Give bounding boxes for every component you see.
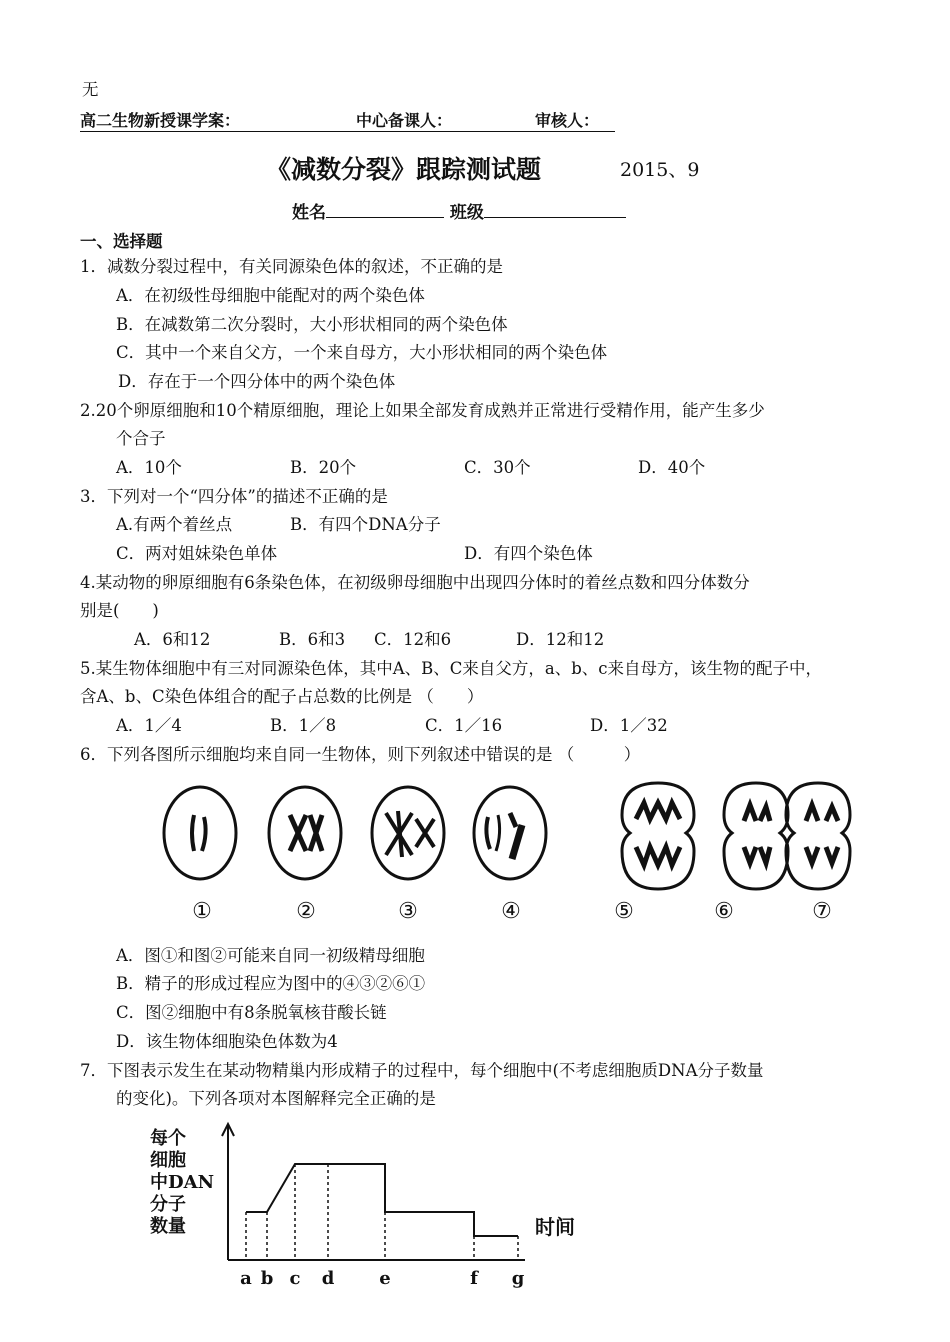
q1-option-c: C．其中一个来自父方，一个来自母方，大小形状相同的两个染色体 — [116, 343, 608, 362]
q1-option-a: A．在初级性母细胞中能配对的两个染色体 — [116, 286, 425, 305]
q5-option-c: C．1／16 — [425, 716, 503, 735]
dna-level-line — [246, 1164, 518, 1236]
cell-label-2: ② — [296, 899, 316, 924]
cell-label-5: ⑤ — [614, 899, 634, 924]
test-date: 2015、9 — [620, 159, 700, 181]
x-tick-label-f: f — [470, 1268, 478, 1289]
q3-option-d: D．有四个染色体 — [464, 544, 593, 563]
q3-option-b: B．有四个DNA分子 — [290, 515, 441, 534]
q2-stem-line2: 个合子 — [116, 429, 166, 448]
x-tick-label-e: e — [379, 1268, 391, 1289]
y-axis-label-line: 细胞 — [150, 1150, 186, 1171]
q5-option-a: A．1／4 — [116, 716, 182, 735]
q6-option-d: D．该生物体细胞染色体数为4 — [116, 1032, 338, 1051]
header-plan-label: 高二生物新授课学案： — [80, 111, 241, 130]
y-axis-label-line: 分子 — [150, 1194, 186, 1215]
q3-option-c: C．两对姐妹染色单体 — [116, 544, 278, 563]
q5-stem-line1: 5.某生物体细胞中有三对同源染色体，其中A、B、C来自父方，a、b、c来自母方，该生物的配子中， — [80, 659, 823, 678]
top-note: 无 — [82, 80, 99, 99]
cell-label-7: ⑦ — [812, 899, 832, 924]
q4-stem-line1: 4.某动物的卵原细胞有6条染色体，在初级卵母细胞中出现四分体时的着丝点数和四分体数分 — [80, 573, 750, 592]
dna-chart — [140, 1118, 600, 1293]
header-rule — [80, 131, 615, 132]
q6-option-b: B．精子的形成过程应为图中的④③②⑥① — [116, 974, 426, 993]
x-tick-label-d: d — [321, 1268, 335, 1289]
q1-stem: 1．减数分裂过程中，有关同源染色体的叙述，不正确的是 — [80, 257, 503, 276]
q3-stem: 3．下列对一个“四分体”的描述不正确的是 — [80, 487, 388, 506]
q5-option-d: D．1／32 — [590, 716, 668, 735]
y-axis-label-line: 数量 — [150, 1216, 186, 1237]
cell-3 — [372, 787, 444, 879]
cell-label-3: ③ — [398, 899, 418, 924]
class-label: 班级 — [449, 203, 484, 223]
q3-option-a: A.有两个着丝点 — [116, 515, 233, 534]
name-field — [292, 198, 626, 223]
section-heading: 一、选择题 — [80, 232, 163, 251]
header-preparer-label: 中心备课人： — [356, 111, 453, 130]
x-axis-label: 时间 — [535, 1215, 575, 1239]
x-tick-label-c: c — [289, 1268, 301, 1289]
q2-option-d: D．40个 — [638, 458, 706, 477]
y-axis-label-line: 中DAN — [150, 1172, 215, 1193]
page-title: 《减数分裂》跟踪测试题 — [266, 155, 542, 184]
cell-6 — [724, 783, 788, 889]
cell-division-figure — [150, 775, 870, 935]
q6-option-c: C．图②细胞中有8条脱氧核苷酸长链 — [116, 1003, 387, 1022]
q2-option-a: A．10个 — [116, 458, 182, 477]
q7-stem-line2: 的变化)。下列各项对本图解释完全正确的是 — [116, 1089, 436, 1108]
q6-stem: 6．下列各图所示细胞均来自同一生物体，则下列叙述中错误的是 （ ） — [80, 745, 641, 764]
q5-stem-line2: 含A、b、C染色体组合的配子占总数的比例是 （ ） — [80, 687, 484, 706]
q5-option-b: B．1／8 — [270, 716, 337, 735]
x-tick-label-a: a — [240, 1268, 252, 1289]
q4-option-d: D．12和12 — [516, 630, 605, 649]
q6-option-a: A．图①和图②可能来自同一初级精母细胞 — [116, 946, 425, 965]
q4-option-b: B．6和3 — [279, 630, 346, 649]
cell-label-4: ④ — [501, 899, 521, 924]
x-tick-label-g: g — [511, 1268, 525, 1289]
cell-2 — [269, 787, 341, 879]
q2-option-c: C．30个 — [464, 458, 531, 477]
class-blank — [484, 199, 626, 218]
x-tick-label-b: b — [260, 1268, 274, 1289]
q4-stem-line2: 别是( ) — [80, 601, 159, 620]
cell-7 — [786, 783, 850, 889]
q1-option-b: B．在减数第二次分裂时，大小形状相同的两个染色体 — [116, 315, 508, 334]
cell-label-1: ① — [192, 899, 212, 924]
y-axis-label-line: 每个 — [150, 1128, 186, 1149]
q4-option-a: A．6和12 — [134, 630, 211, 649]
q7-stem-line1: 7．下图表示发生在某动物精巢内形成精子的过程中，每个细胞中(不考虑细胞质DNA分子数量 — [80, 1061, 764, 1080]
q2-stem-line1: 2.20个卵原细胞和10个精原细胞，理论上如果全部发育成熟并正常进行受精作用，能产生多少 — [80, 401, 765, 420]
name-blank — [326, 199, 444, 218]
cell-label-6: ⑥ — [714, 899, 734, 924]
q4-option-c: C．12和6 — [374, 630, 452, 649]
q2-option-b: B．20个 — [290, 458, 357, 477]
cell-1 — [164, 787, 236, 879]
q1-option-d: D．存在于一个四分体中的两个染色体 — [118, 372, 396, 391]
name-label: 姓名 — [292, 203, 326, 223]
header-reviewer-label: 审核人： — [535, 111, 600, 130]
